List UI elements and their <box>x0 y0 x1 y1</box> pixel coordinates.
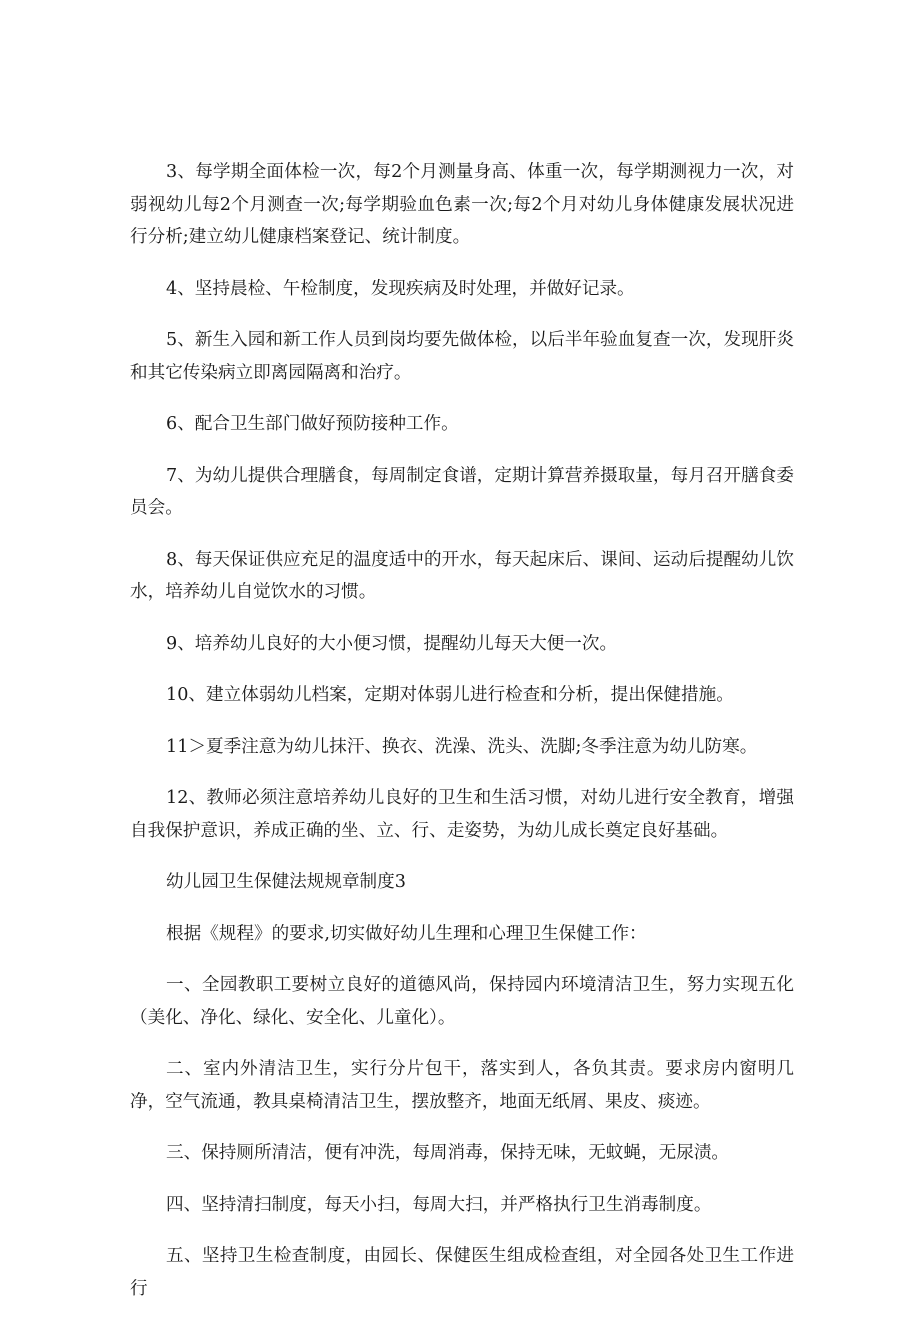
paragraph-item-6: 6、配合卫生部门做好预防接种工作。 <box>166 414 459 434</box>
rule-item-3: 三、保持厕所清洁，便有冲洗，每周消毒，保持无味，无蚊蝇，无尿渍。 <box>166 1143 730 1163</box>
rule-item-2: 二、室内外清洁卫生，实行分片包干，落实到人，各负其责。要求房内窗明几净，空气流通，教具桌椅清洁卫生，摆放整齐，地面无纸屑、果皮、痰迹。 <box>130 1059 794 1112</box>
rule-item-1: 一、全园教职工要树立良好的道德风尚，保持园内环境清洁卫生，努力实现五化（美化、净化、绿化、安全化、儿童化）。 <box>130 975 794 1028</box>
paragraph-item-5: 5、新生入园和新工作人员到岗均要先做体检，以后半年验血复查一次，发现肝炎和其它传染病立即离园隔离和治疗。 <box>130 330 794 383</box>
paragraph-item-4: 4、坚持晨检、午检制度，发现疾病及时处理，并做好记录。 <box>166 278 635 299</box>
paragraph-item-3: 3、每学期全面体检一次，每2个月测量身高、体重一次，每学期测视力一次，对弱视幼儿每2个月测查一次;每学期验血色素一次;每2个月对幼儿身体健康发展状况进行分析;建立幼儿健康档案登记、统计制度。 <box>130 162 794 247</box>
intro-paragraph: 根据《规程》的要求,切实做好幼儿生理和心理卫生保健工作： <box>166 923 647 944</box>
paragraph-item-8: 8、每天保证供应充足的温度适中的开水，每天起床后、课间、运动后提醒幼儿饮水，培养幼儿自觉饮水的习惯。 <box>130 549 794 602</box>
paragraph-item-10: 10、建立体弱幼儿档案，定期对体弱儿进行检查和分析，提出保健措施。 <box>166 685 734 705</box>
paragraph-item-11: 11＞夏季注意为幼儿抹汗、换衣、洗澡、洗头、洗脚;冬季注意为幼儿防寒。 <box>166 736 758 757</box>
document-body <box>130 156 794 1324</box>
paragraph-item-12: 12、教师必须注意培养幼儿良好的卫生和生活习惯，对幼儿进行安全教育，增强自我保护意识，养成正确的坐、立、行、走姿势，为幼儿成长奠定良好基础。 <box>130 788 794 841</box>
paragraph-item-7: 7、为幼儿提供合理膳食，每周制定食谱，定期计算营养摄取量，每月召开膳食委员会。 <box>130 465 794 518</box>
section-title: 幼儿园卫生保健法规规章制度3 <box>166 872 406 892</box>
paragraph-item-9: 9、培养幼儿良好的大小便习惯，提醒幼儿每天大便一次。 <box>166 633 618 654</box>
rule-item-5: 五、坚持卫生检查制度，由园长、保健医生组成检查组，对全园各处卫生工作进行 <box>130 1246 794 1299</box>
rule-item-4: 四、坚持清扫制度，每天小扫，每周大扫，并严格执行卫生消毒制度。 <box>166 1194 712 1215</box>
